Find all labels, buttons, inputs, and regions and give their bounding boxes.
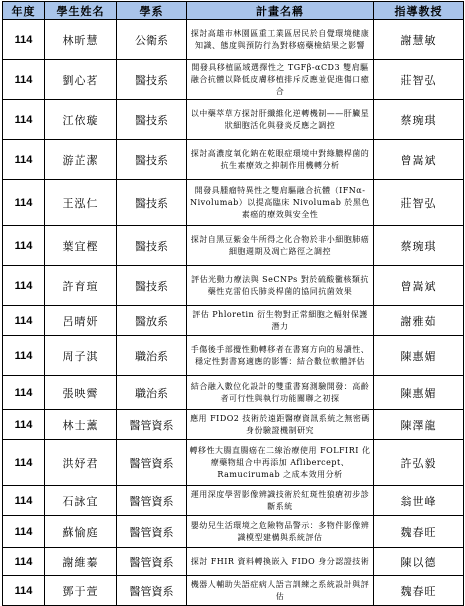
cell-advisor: 謝雅茹 [374, 306, 464, 336]
table-row [3, 60, 464, 100]
cell-student-name: 鄧于萱 [45, 576, 117, 606]
table-row [3, 20, 464, 60]
cell-department: 公衛系 [117, 20, 187, 60]
cell-year: 114 [3, 60, 45, 100]
cell-year: 114 [3, 548, 45, 576]
table-row [3, 486, 464, 516]
cell-student-name: 呂晴妍 [45, 306, 117, 336]
cell-year: 114 [3, 306, 45, 336]
header-advisor: 指導教授 [374, 2, 464, 20]
cell-student-name: 游芷潔 [45, 140, 117, 180]
cell-department: 醫管資系 [117, 548, 187, 576]
cell-year: 114 [3, 20, 45, 60]
table-row [3, 140, 464, 180]
cell-project-title: 評估光動力療法與 SeCNPs 對於硫酸黴核類抗藥性克雷伯氏肺炎桿菌的協同抗菌效果 [187, 266, 374, 306]
cell-student-name: 周子淇 [45, 336, 117, 376]
table-row [3, 410, 464, 440]
cell-project-title: 探討高濃度氧化鈉在乾眼症環境中對綠膿桿菌的抗生素療效之抑制作用機轉分析 [187, 140, 374, 180]
cell-project-title: 機器人輔助失語症病人語言訓練之系統設計與評估 [187, 576, 374, 606]
cell-advisor: 陳惠媚 [374, 336, 464, 376]
cell-project-title: 應用 FIDO2 技術於遠距醫療資訊系統之無密碼身份驗證機制研究 [187, 410, 374, 440]
cell-year: 114 [3, 180, 45, 226]
cell-project-title: 以中藥萃草方探討肝纖維化逆轉機制——肝臟星狀細胞活化與發炎反應之調控 [187, 100, 374, 140]
cell-advisor: 莊智弘 [374, 180, 464, 226]
cell-student-name: 張映霽 [45, 376, 117, 410]
header-row [3, 2, 464, 20]
cell-department: 醫管資系 [117, 486, 187, 516]
cell-department: 醫管資系 [117, 516, 187, 548]
cell-student-name: 葉宜樫 [45, 226, 117, 266]
cell-year: 114 [3, 266, 45, 306]
cell-department: 職治系 [117, 336, 187, 376]
cell-advisor: 魏春旺 [374, 516, 464, 548]
cell-department: 醫技系 [117, 266, 187, 306]
table-row [3, 266, 464, 306]
cell-department: 醫技系 [117, 60, 187, 100]
cell-advisor: 許弘毅 [374, 440, 464, 486]
cell-student-name: 許育瑄 [45, 266, 117, 306]
cell-year: 114 [3, 140, 45, 180]
cell-department: 醫放系 [117, 306, 187, 336]
cell-project-title: 探討高雄市林園區重工業區居民於自覺環境健康知識、態度與預防行為對移癌藥檢結果之影響 [187, 20, 374, 60]
cell-project-title: 探討自黑豆紫金牛所得之化合物於非小細胞肺癌細胞週期及凋亡路徑之調控 [187, 226, 374, 266]
table-row [3, 100, 464, 140]
table-row [3, 440, 464, 486]
table-row [3, 576, 464, 606]
cell-department: 醫技系 [117, 180, 187, 226]
table-row [3, 548, 464, 576]
cell-advisor: 陳澤龍 [374, 410, 464, 440]
cell-project-title: 開發具移植區域選擇性之 TGFβ-αCD3 雙肩驅融合抗體以降低皮膚移植排斥反應並促進傷口癒合 [187, 60, 374, 100]
cell-year: 114 [3, 100, 45, 140]
header-year: 年度 [3, 2, 45, 20]
table-row [3, 226, 464, 266]
table-row [3, 376, 464, 410]
cell-project-title: 手傷後手部攪性動轉移者在書寫方向的易讀性、穩定性對書寫適應的影響：結合數位軟體評估 [187, 336, 374, 376]
header-project-title: 計畫名稱 [187, 2, 374, 20]
cell-advisor: 莊智弘 [374, 60, 464, 100]
cell-advisor: 謝慧敏 [374, 20, 464, 60]
cell-advisor: 陳以德 [374, 548, 464, 576]
table-row [3, 336, 464, 376]
student-project-table [2, 1, 464, 606]
cell-year: 114 [3, 516, 45, 548]
header-department: 學系 [117, 2, 187, 20]
table-row [3, 180, 464, 226]
cell-project-title: 評估 Phloretin 衍生物對正常細胞之輻射保護潛力 [187, 306, 374, 336]
cell-department: 醫技系 [117, 140, 187, 180]
cell-student-name: 謝維蓁 [45, 548, 117, 576]
cell-student-name: 石詠宜 [45, 486, 117, 516]
cell-student-name: 洪妤君 [45, 440, 117, 486]
cell-department: 醫管資系 [117, 576, 187, 606]
cell-advisor: 曾嵩斌 [374, 140, 464, 180]
cell-year: 114 [3, 410, 45, 440]
cell-student-name: 劉心茗 [45, 60, 117, 100]
cell-advisor: 蔡琬琪 [374, 100, 464, 140]
cell-student-name: 林士薰 [45, 410, 117, 440]
cell-advisor: 翁世峰 [374, 486, 464, 516]
cell-project-title: 探討 FHIR 資料轉換嵌入 FIDO 身分認證技術 [187, 548, 374, 576]
cell-year: 114 [3, 226, 45, 266]
cell-project-title: 運用深度學習影像辨識技術於紅斑性狼瘡初步診斷系統 [187, 486, 374, 516]
cell-project-title: 結合融入數位化設計的雙重書寫測驗開發：高齡者可行性與執行功能關聯之初探 [187, 376, 374, 410]
cell-advisor: 陳惠媚 [374, 376, 464, 410]
cell-advisor: 魏春旺 [374, 576, 464, 606]
cell-year: 114 [3, 336, 45, 376]
cell-department: 職治系 [117, 376, 187, 410]
header-student-name: 學生姓名 [45, 2, 117, 20]
cell-year: 114 [3, 486, 45, 516]
table-row [3, 516, 464, 548]
cell-department: 醫管資系 [117, 440, 187, 486]
cell-year: 114 [3, 376, 45, 410]
cell-student-name: 蘇愉庭 [45, 516, 117, 548]
cell-year: 114 [3, 576, 45, 606]
cell-student-name: 王泓仁 [45, 180, 117, 226]
cell-department: 醫技系 [117, 100, 187, 140]
cell-department: 醫技系 [117, 226, 187, 266]
cell-department: 醫管資系 [117, 410, 187, 440]
cell-project-title: 開發具腫瘤特異性之雙肩驅融合抗體（IFNα-Nivolumab）以提高臨床 Nivolumab 於黑色素癌的療效與安全性 [187, 180, 374, 226]
cell-project-title: 嬰幼兒生活環境之危險物品警示：多物件影像辨識模型建構與系統評估 [187, 516, 374, 548]
cell-student-name: 林昕慧 [45, 20, 117, 60]
table-row [3, 306, 464, 336]
cell-project-title: 轉移性大腸直腸癌在二線治療使用 FOLFIRI 化療藥物組合中再添加 Aflibercept、Ramucirumab 之成本效用分析 [187, 440, 374, 486]
cell-advisor: 曾嵩斌 [374, 266, 464, 306]
cell-advisor: 蔡琬琪 [374, 226, 464, 266]
cell-year: 114 [3, 440, 45, 486]
cell-student-name: 江依璇 [45, 100, 117, 140]
